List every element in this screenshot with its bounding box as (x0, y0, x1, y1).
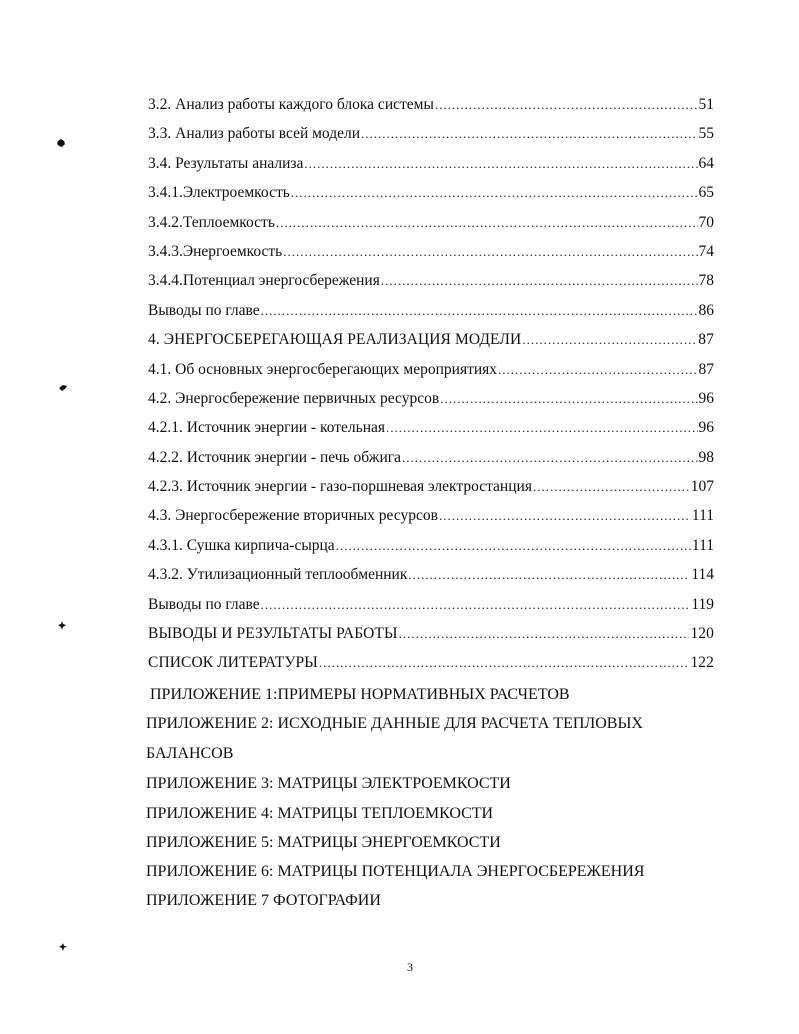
toc-entry-page: 114 (691, 566, 714, 584)
appendix-line: ПРИЛОЖЕНИЕ 6: МАТРИЦЫ ПОТЕНЦИАЛА ЭНЕРГОСБЕРЕЖЕНИЯ (146, 863, 645, 880)
toc-entry-page: 78 (698, 272, 714, 290)
toc-entry (148, 296, 714, 325)
toc-entry-label: 3.4.4.Потенциал энергосбережения (148, 272, 380, 290)
toc-entry (148, 119, 714, 148)
toc-leader-dots (319, 648, 690, 677)
toc-entry-label: 4.2.2. Источник энергии - печь обжига (148, 448, 401, 466)
scan-speck-icon (56, 138, 66, 148)
toc-entry (148, 237, 714, 266)
toc-leader-dots (304, 149, 697, 178)
toc-leader-dots (440, 384, 697, 413)
toc-leader-dots (435, 90, 698, 119)
page-number: 3 (407, 960, 413, 974)
toc-entry-label: Выводы по главе (148, 595, 260, 613)
toc-entry-label: 3.4. Результаты анализа (148, 154, 304, 172)
toc-entry-page: 87 (698, 360, 714, 378)
toc-entry (148, 648, 714, 677)
toc-entry-page: 86 (698, 301, 714, 319)
toc-entry (148, 413, 714, 442)
toc-entry-page: 122 (690, 654, 714, 672)
scan-speck-icon (57, 621, 67, 631)
toc-leader-dots (381, 266, 698, 295)
toc-entry-page: 96 (698, 389, 714, 407)
appendix-line: ПРИЛОЖЕНИЕ 1:ПРИМЕРЫ НОРМАТИВНЫХ РАСЧЕТОВ (150, 686, 570, 703)
toc-leader-dots (402, 443, 698, 472)
toc-entry-label: 4.3.2. Утилизационный теплообменник (148, 566, 408, 584)
appendix-line: БАЛАНСОВ (146, 745, 234, 762)
toc-entry (148, 149, 714, 178)
toc-leader-dots (386, 413, 697, 442)
toc-leader-dots (399, 619, 690, 648)
toc-entry-label: 3.4.1.Электроемкость (148, 184, 290, 202)
toc-leader-dots (408, 560, 690, 589)
toc-entry-label: 4.2. Энергосбережение первичных ресурсов (148, 389, 440, 407)
toc-entry (148, 531, 714, 560)
toc-leader-dots (439, 501, 691, 530)
toc-entry (148, 325, 714, 354)
appendix-line: ПРИЛОЖЕНИЕ 5: МАТРИЦЫ ЭНЕРГОЕМКОСТИ (146, 834, 501, 851)
toc-entry-page: 74 (698, 242, 714, 260)
appendix-line: ПРИЛОЖЕНИЕ 7 ФОТОГРАФИИ (146, 892, 381, 909)
toc-entry-page: 51 (698, 96, 714, 113)
toc-entry-label: ВЫВОДЫ И РЕЗУЛЬТАТЫ РАБОТЫ (148, 625, 398, 643)
toc-entry-page: 119 (691, 595, 714, 613)
appendix-line: ПРИЛОЖЕНИЕ 4: МАТРИЦЫ ТЕПЛОЕМКОСТИ (146, 805, 494, 822)
toc-leader-dots (261, 590, 691, 619)
toc-entry-page: 107 (690, 478, 714, 496)
toc-leader-dots (291, 178, 698, 207)
toc-entry (148, 178, 714, 207)
toc-entry (148, 560, 714, 589)
toc-leader-dots (336, 531, 691, 560)
toc-entry-page: 55 (698, 125, 714, 143)
toc-entry-page: 98 (698, 448, 714, 466)
toc-entry (148, 208, 714, 237)
toc-entry (148, 501, 714, 530)
toc-entry-label: 4.1. Об основных энергосберегающих мероприятиях (148, 360, 498, 378)
toc-leader-dots (283, 237, 697, 266)
table-of-contents (148, 90, 714, 678)
toc-entry-label: 3.4.3.Энергоемкость (148, 242, 283, 260)
toc-entry-label: 4.3. Энергосбережение вторичных ресурсов (148, 507, 438, 525)
toc-entry-page: 70 (698, 213, 714, 231)
toc-entry (148, 443, 714, 472)
toc-entry-page: 111 (691, 536, 714, 554)
scan-speck-icon (58, 942, 68, 952)
toc-entry-label: 4. ЭНЕРГОСБЕРЕГАЮЩАЯ РЕАЛИЗАЦИЯ МОДЕЛИ (148, 331, 522, 349)
toc-entry-page: 120 (690, 625, 714, 643)
appendix-line: ПРИЛОЖЕНИЕ 2: ИСХОДНЫЕ ДАННЫЕ ДЛЯ РАСЧЕТА ТЕПЛОВЫХ (146, 715, 643, 732)
toc-entry-label: 3.4.2.Теплоемкость (148, 213, 275, 231)
toc-entry-page: 65 (698, 184, 714, 202)
toc-entry-label: 4.3.1. Сушка кирпича-сырца (148, 536, 335, 554)
toc-entry (148, 619, 714, 648)
appendix-line: ПРИЛОЖЕНИЕ 3: МАТРИЦЫ ЭЛЕКТРОЕМКОСТИ (146, 775, 511, 792)
toc-leader-dots (361, 119, 697, 148)
toc-leader-dots (522, 325, 697, 354)
toc-entry-label: 4.2.3. Источник энергии - газо-поршневая электростанция (148, 478, 532, 496)
toc-leader-dots (533, 472, 690, 501)
toc-entry-label: Выводы по главе (148, 301, 260, 319)
toc-leader-dots (276, 208, 698, 237)
toc-entry-label: 3.3. Анализ работы всей модели (148, 125, 361, 143)
toc-entry (148, 90, 714, 119)
toc-entry (148, 472, 714, 501)
toc-entry (148, 355, 714, 384)
toc-entry (148, 590, 714, 619)
toc-leader-dots (261, 296, 698, 325)
toc-entry-label: СПИСОК ЛИТЕРАТУРЫ (148, 654, 318, 672)
toc-entry-page: 87 (698, 331, 714, 349)
toc-entry-page: 64 (698, 154, 714, 172)
toc-entry-page: 111 (691, 507, 714, 525)
toc-entry (148, 266, 714, 295)
toc-leader-dots (498, 355, 697, 384)
scan-speck-icon (58, 383, 68, 393)
toc-entry-page: 96 (698, 419, 714, 437)
toc-entry (148, 384, 714, 413)
toc-entry-label: 4.2.1. Источник энергии - котельная (148, 419, 386, 437)
toc-entry-label: 3.2. Анализ работы каждого блока системы (148, 96, 434, 113)
